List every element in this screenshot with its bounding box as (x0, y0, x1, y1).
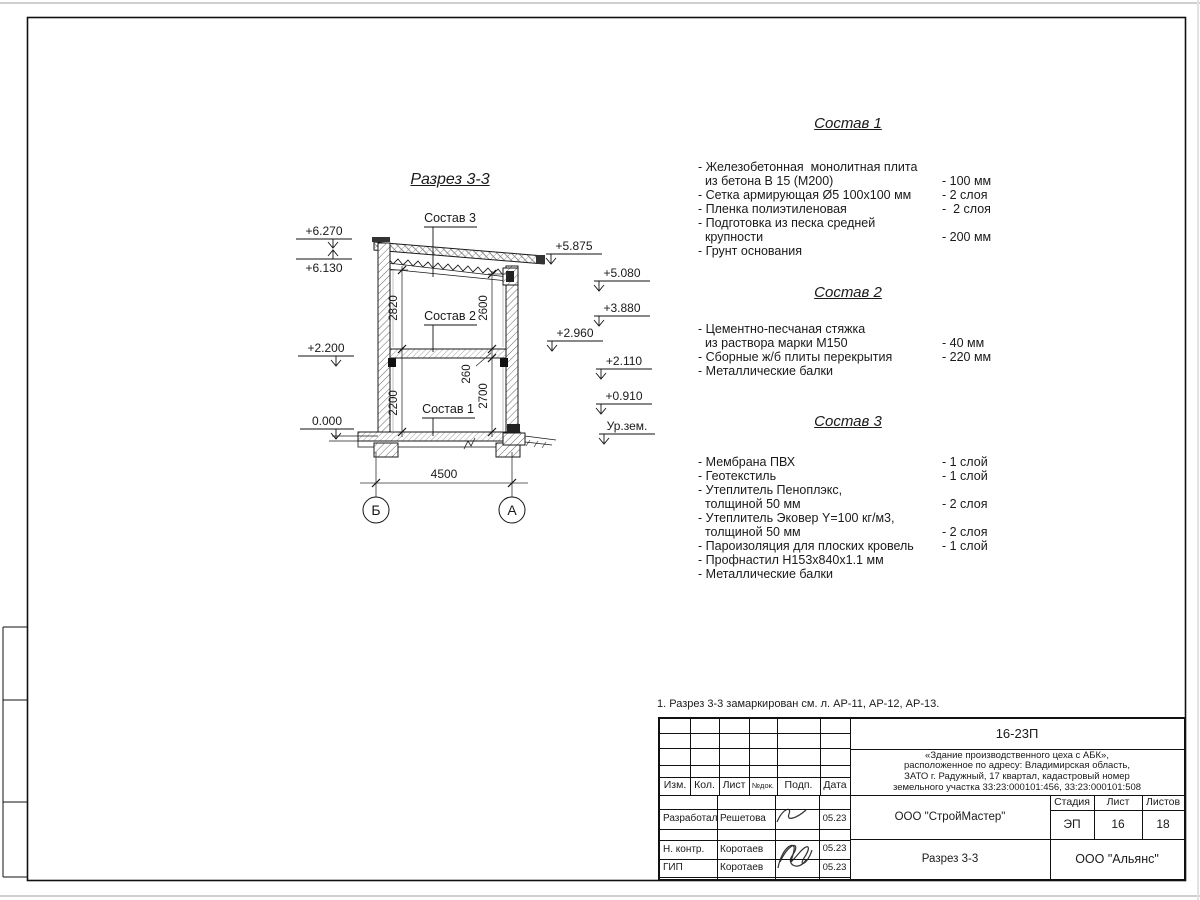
sheet-label: Лист (1106, 795, 1130, 808)
composition-3-heading: Состав 3 (814, 413, 882, 430)
list-item: - Грунт основания (698, 244, 803, 258)
composition-3-list (698, 455, 998, 581)
sig-role: Н. контр. (663, 843, 705, 855)
roof-edge-cap (536, 255, 545, 264)
sheet-note: 1. Разрез 3-3 замаркирован см. л. АР-11, АР-12, АР-13. (657, 698, 940, 710)
list-item: - Металлические балки (698, 364, 833, 378)
list-item: - Подготовка из песка средней (698, 216, 876, 230)
elevation-label: +6.270 (305, 224, 343, 238)
stage-value: ЭП (1063, 816, 1081, 831)
composition-label: Состав 3 (424, 211, 476, 225)
composition-label: Состав 1 (422, 402, 474, 416)
steel-beam (388, 358, 396, 367)
dim-2600: 2600 (478, 295, 490, 321)
elevation-label: 0.000 (311, 414, 343, 428)
elevation-label: +5.080 (603, 266, 641, 280)
list-item: - Геотекстиль - 1 слой (698, 469, 988, 483)
list-item: - Утеплитель Пеноплэкс, (698, 483, 843, 497)
sig-date: 05.23 (822, 843, 847, 855)
rev-col-list: Лист (722, 779, 746, 792)
axis-label-b: Б (371, 502, 381, 518)
foundation-pad-left (374, 443, 398, 457)
list-item: толщиной 50 мм - 2 слоя (698, 525, 988, 539)
rev-col-kol: Кол. (694, 779, 715, 792)
composition-label: Состав 2 (424, 309, 476, 323)
sig-name: Коротаев (720, 862, 764, 874)
parapet-cap (372, 237, 390, 242)
list-item: - Железобетонная монолитная плита (698, 160, 918, 174)
composition-1-list (698, 160, 998, 258)
list-item: толщиной 50 мм - 2 слоя (698, 497, 988, 511)
floor-slab-level2 (390, 349, 506, 358)
contractor: ООО "СтройМастер" (894, 810, 1006, 823)
object-description: «Здание производственного цеха с АБК», расположенное по адресу: Владимирская область, ЗАТО г. Радужный, 17 квартал, кадастровый номер земельного участка 33:23:000101:456, 33:23:000101:508 (892, 749, 1142, 793)
list-item: - Пленка полиэтиленовая - 2 слоя (698, 202, 991, 216)
list-item: - Профнастил Н153х840х1.1 мм (698, 553, 884, 567)
composition-2-list (698, 322, 998, 378)
drawing-name: Разрез 3-3 (921, 852, 979, 865)
doc-number: 16-23П (995, 725, 1039, 741)
rev-col-podp: Подп. (784, 779, 813, 792)
elevation-label: +0.910 (605, 389, 643, 403)
sig-name: Решетова (720, 813, 766, 825)
steel-beam (500, 358, 508, 367)
curb (507, 424, 520, 433)
elevation-label: Ур.зем. (606, 419, 648, 433)
rev-col-data: Дата (823, 779, 847, 792)
dim-4500: 4500 (430, 467, 458, 481)
dim-2200: 2200 (388, 390, 400, 416)
sheet-number: 16 (1111, 816, 1125, 831)
rev-col-izm: Изм. (663, 779, 687, 792)
sig-role: Разработал (663, 813, 718, 825)
list-item: - Утеплитель Эковер Y=100 кг/м3, (698, 511, 895, 525)
building-section (329, 237, 556, 457)
sig-name: Коротаев (720, 843, 764, 855)
sig-date: 05.23 (822, 812, 847, 824)
axis-bubbles (363, 497, 525, 523)
elevation-label: +2.200 (307, 341, 345, 355)
company-name: ООО "Альянс" (1075, 852, 1159, 866)
axis-label-a: А (507, 502, 517, 518)
elevation-label: +5.875 (555, 239, 593, 253)
list-item: - Сетка армирующая Ø5 100х100 мм - 2 слоя (698, 188, 988, 202)
sheets-total: 18 (1156, 816, 1170, 831)
list-item: - Металлические балки (698, 567, 833, 581)
list-item: - Цементно-песчаная стяжка (698, 322, 866, 336)
composition-1-heading: Состав 1 (814, 115, 882, 132)
list-item: из раствора марки М150 - 40 мм (698, 336, 985, 350)
list-item: - Мембрана ПВХ - 1 слой (698, 455, 988, 469)
sheets-label: Листов (1145, 795, 1181, 808)
list-item: - Сборные ж/б плиты перекрытия - 220 мм (698, 350, 992, 364)
sig-role: ГИП (663, 862, 683, 874)
right-wall (506, 266, 518, 438)
section-title: Разрез 3-3 (410, 171, 490, 188)
list-item: - Пароизоляция для плоских кровель - 1 слой (698, 539, 988, 553)
elevation-label: +6.130 (305, 261, 343, 275)
elevation-label: +2.960 (556, 326, 594, 340)
elevation-label: +3.880 (603, 301, 641, 315)
dim-2700: 2700 (478, 383, 490, 409)
dim-2820: 2820 (388, 295, 400, 321)
ground-floor-slab (358, 432, 520, 441)
list-item: из бетона В 15 (М200) - 100 мм (698, 174, 992, 188)
dim-260: 260 (461, 364, 473, 384)
list-item: крупности - 200 мм (698, 230, 992, 244)
composition-2-heading: Состав 2 (814, 284, 882, 301)
sig-date: 05.23 (822, 861, 847, 873)
elevation-label: +2.110 (605, 354, 643, 368)
rev-col-ndok: №док. (752, 780, 774, 790)
stage-label: Стадия (1054, 795, 1090, 808)
title-block (658, 717, 1186, 881)
